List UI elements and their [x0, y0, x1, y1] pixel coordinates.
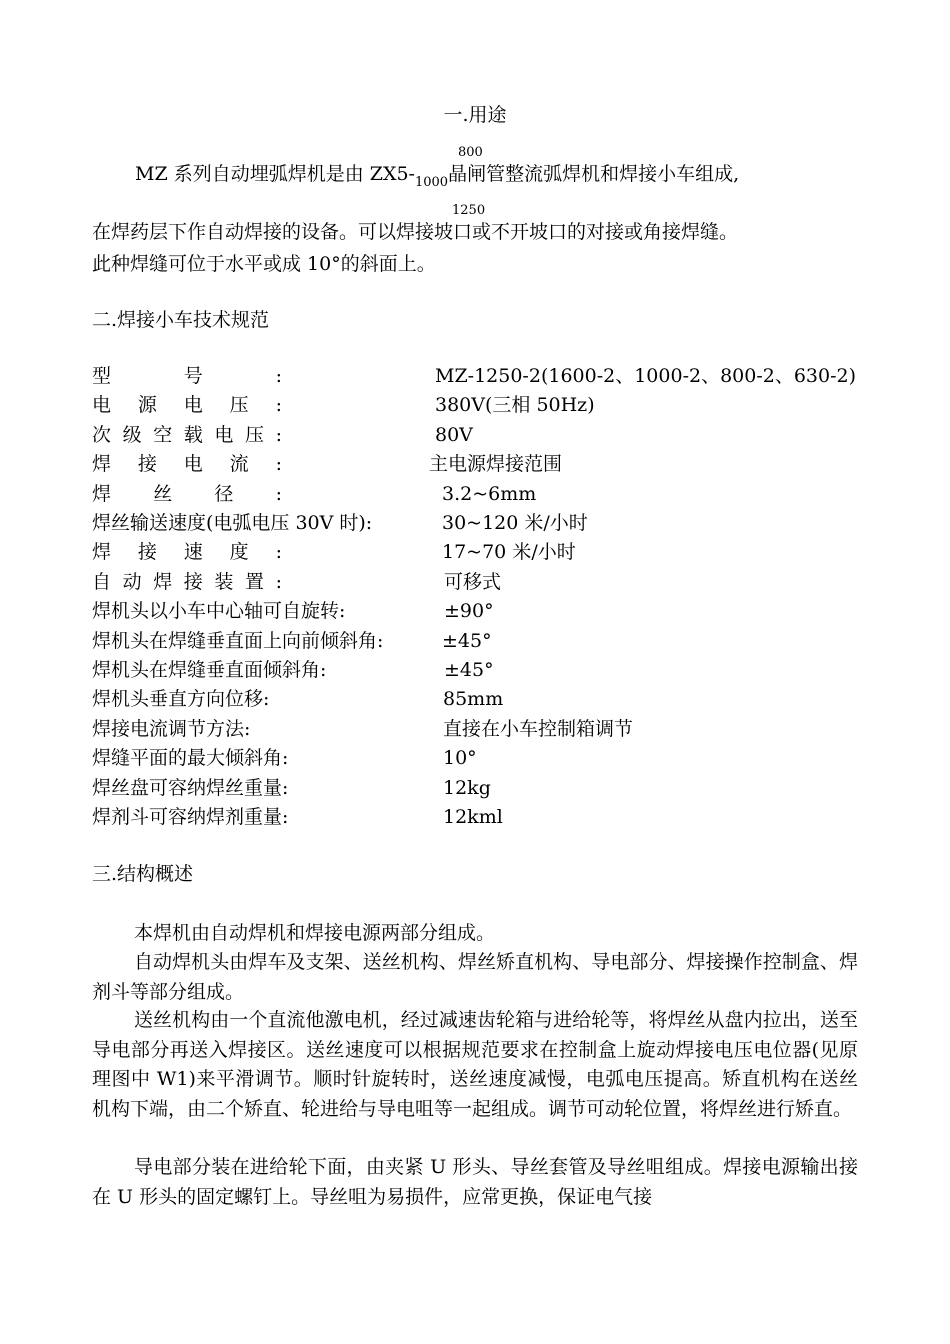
purpose-line-1-suffix: 晶闸管整流弧焊机和焊接小车组成,: [448, 163, 740, 185]
spec-label: 焊机头在焊缝垂直面上向前倾斜角:: [92, 629, 384, 652]
purpose-line-2: 在焊药层下作自动焊接的设备。可以焊接坡口或不开坡口的对接或角接焊缝。: [92, 221, 739, 243]
spec-value: MZ-1250-2(1600-2、1000-2、800-2、630-2): [435, 365, 857, 387]
structure-paragraph-1: 本焊机由自动焊机和焊接电源两部分组成。: [134, 922, 496, 944]
spec-label: 型 号 :: [92, 365, 282, 387]
spec-value: 3.2~6mm: [442, 482, 537, 505]
spec-label: 焊 丝 径 :: [92, 482, 282, 505]
spec-label: 焊机头以小车中心轴可自旋转:: [92, 600, 346, 623]
spec-label: 焊 接 速 度 :: [92, 541, 282, 564]
spec-value: 12kml: [443, 806, 503, 828]
spec-value: 17~70 米/小时: [442, 541, 576, 564]
spec-value: ±45°: [444, 659, 494, 681]
spec-label: 焊机头垂直方向位移:: [92, 688, 270, 711]
spec-value: 主电源焊接范围: [429, 453, 563, 476]
spec-label: 次 级 空 载 电 压 :: [92, 423, 282, 446]
model-number-1000: 1000: [414, 175, 449, 190]
structure-paragraph-2: 自动焊机头由焊车及支架、送丝机构、焊丝矫直机构、导电部分、焊接操作控制盒、焊剂斗等部分组成。: [92, 951, 858, 1003]
model-number-800: 800: [458, 145, 483, 160]
spec-value: 10°: [443, 747, 477, 770]
spec-value: 直接在小车控制箱调节: [443, 717, 634, 740]
structure-paragraph-4: 导电部分装在进给轮下面，由夹紧 U 形头、导丝套管及导丝咀组成。焊接电源输出接在 U 形头的固定螺钉上。导丝咀为易损件，应常更换，保证电气接: [92, 1156, 858, 1208]
spec-value: 12kg: [443, 776, 491, 799]
spec-label: 焊缝平面的最大倾斜角:: [92, 747, 289, 770]
spec-value: 380V(三相 50Hz): [435, 394, 595, 417]
model-number-1250: 1250: [452, 203, 486, 218]
spec-label: 自 动 焊 接 装 置 :: [92, 570, 282, 593]
structure-paragraph-3: 送丝机构由一个直流他激电机，经过减速齿轮箱与进给轮等，将焊丝从盘内拉出，送至导电部分再送入焊接区。送丝速度可以根据规范要求在控制盒上旋动焊接电压电位器(见原理图中 W1)来平滑调节。顺时针旋转时，送丝速度减慢，电弧电压提高。矫直机构在送丝机构下端，由二个矫直、轮进给与导电咀等一起组成。调节可动轮位置，将焊丝进行矫直。: [92, 1009, 858, 1120]
spec-value: 30~120 米/小时: [442, 512, 588, 534]
spec-value: ±90°: [444, 600, 494, 623]
purpose-line-3: 此种焊缝可位于水平或成 10°的斜面上。: [92, 253, 436, 275]
spec-label: 焊剂斗可容纳焊剂重量:: [92, 806, 289, 828]
spec-value: 80V: [435, 423, 473, 446]
spec-value: 可移式: [444, 570, 502, 593]
spec-label: 焊接电流调节方法:: [92, 717, 251, 740]
spec-value: 85mm: [443, 688, 504, 711]
purpose-line-1-prefix: MZ 系列自动埋弧焊机是由 ZX5-: [135, 163, 415, 185]
section-title-structure: 三.结构概述: [92, 863, 194, 885]
section-title-purpose: 一.用途: [443, 104, 507, 126]
spec-label: 焊丝输送速度(电弧电压 30V 时):: [92, 512, 373, 534]
spec-label: 焊 接 电 流 :: [92, 453, 282, 476]
spec-label: 电 源 电 压 :: [92, 394, 282, 417]
section-title-specs: 二.焊接小车技术规范: [92, 309, 270, 331]
spec-label: 焊丝盘可容纳焊丝重量:: [92, 776, 289, 799]
purpose-line-1: [135, 163, 739, 188]
spec-value: ±45°: [442, 629, 492, 652]
spec-label: 焊机头在焊缝垂直面倾斜角:: [92, 659, 327, 681]
